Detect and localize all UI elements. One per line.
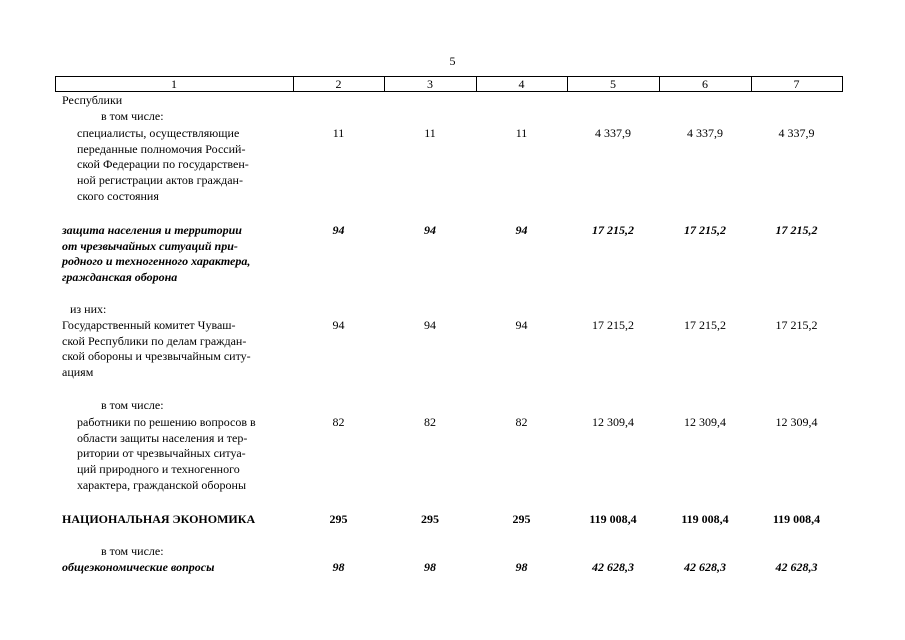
value-cell: 295 [512, 512, 531, 526]
text-line: работники по решению вопросов в [77, 415, 256, 429]
value-cell: 119 008,4 [772, 512, 821, 526]
row-label-republic: Республики [62, 93, 123, 107]
row-label-specialists [77, 126, 288, 205]
text-line: ритории от чрезвычайных ситуа- [77, 446, 246, 461]
value-cell: 94 [515, 318, 528, 332]
value-cell: 4 337,9 [687, 126, 723, 140]
value-cell: 42 628,3 [775, 560, 818, 574]
row-label-of-which: из них: [70, 302, 107, 316]
text-line: ской обороны и чрезвычайным ситу- [62, 349, 251, 364]
value-cell: 4 337,9 [595, 126, 631, 140]
value-cell: 12 309,4 [592, 415, 634, 429]
value-cell: 17 215,2 [592, 318, 634, 332]
header-bottom-rule [55, 91, 843, 92]
header-col-2: 2 [335, 77, 342, 91]
header-col-1: 1 [171, 77, 177, 91]
text-line: характера, гражданской обороны [77, 477, 247, 492]
text-line: ной регистрации актов граждан- [77, 173, 243, 188]
row-label-including: в том числе: [101, 544, 164, 558]
text-line: Государственный комитет Чуваш- [62, 318, 236, 332]
text-line: ациям [62, 365, 94, 380]
value-cell: 11 [424, 126, 436, 140]
value-cell: 82 [515, 415, 528, 429]
value-cell: 119 008,4 [681, 512, 729, 526]
value-cell: 98 [332, 560, 345, 574]
value-cell: 295 [421, 512, 439, 526]
text-line: области защиты населения и тер- [77, 430, 248, 445]
value-cell: 82 [332, 415, 345, 429]
value-cell: 12 309,4 [775, 415, 818, 429]
value-cell: 98 [424, 560, 436, 574]
value-cell: 17 215,2 [684, 318, 726, 332]
row-label-state-committee [62, 318, 288, 381]
value-cell: 94 [515, 223, 528, 237]
row-label-including: в том числе: [101, 398, 164, 412]
row-label-including: в том числе: [101, 109, 164, 123]
row-label-workers [77, 415, 288, 494]
value-cell: 17 215,2 [775, 318, 818, 332]
value-cell: 11 [515, 126, 528, 140]
row-label-national-economy: НАЦИОНАЛЬНАЯ ЭКОНОМИКА [62, 512, 256, 526]
value-cell: 4 337,9 [778, 126, 815, 140]
text-line: от чрезвычайных ситуаций при- [62, 238, 238, 253]
text-line: специалисты, осуществляющие [77, 126, 240, 140]
text-line: переданные полномочия Россий- [77, 141, 246, 156]
value-cell: 94 [424, 318, 436, 332]
value-cell: 12 309,4 [684, 415, 726, 429]
text-line: гражданская оборона [62, 270, 178, 285]
row-label-civil-protection [62, 223, 290, 286]
col-divider [842, 76, 843, 92]
value-cell: 94 [332, 318, 345, 332]
text-line: защита населения и территории [62, 223, 242, 237]
text-line: родного и техногенного характера, [62, 254, 251, 269]
value-cell: 42 628,3 [684, 560, 726, 574]
value-cell: 94 [424, 223, 436, 237]
header-col-6: 6 [702, 77, 708, 91]
value-cell: 17 215,2 [684, 223, 726, 237]
value-cell: 82 [424, 415, 436, 429]
header-col-3: 3 [427, 77, 433, 91]
value-cell: 94 [332, 223, 345, 237]
text-line: ской Республики по делам граждан- [62, 333, 247, 348]
value-cell: 119 008,4 [589, 512, 637, 526]
header-col-5: 5 [610, 77, 616, 91]
value-cell: 17 215,2 [592, 223, 634, 237]
row-label-general-economic: общеэкономические вопросы [62, 560, 215, 574]
header-col-7: 7 [793, 77, 800, 91]
header-col-4: 4 [518, 77, 525, 91]
text-line: ций природного и техногенного [77, 462, 240, 477]
value-cell: 11 [332, 126, 345, 140]
value-cell: 98 [515, 560, 528, 574]
value-cell: 295 [329, 512, 348, 526]
text-line: ской Федерации по государствен- [77, 157, 249, 172]
value-cell: 17 215,2 [775, 223, 818, 237]
text-line: ского состояния [77, 188, 159, 203]
page-number: 5 [449, 54, 456, 68]
value-cell: 42 628,3 [592, 560, 634, 574]
